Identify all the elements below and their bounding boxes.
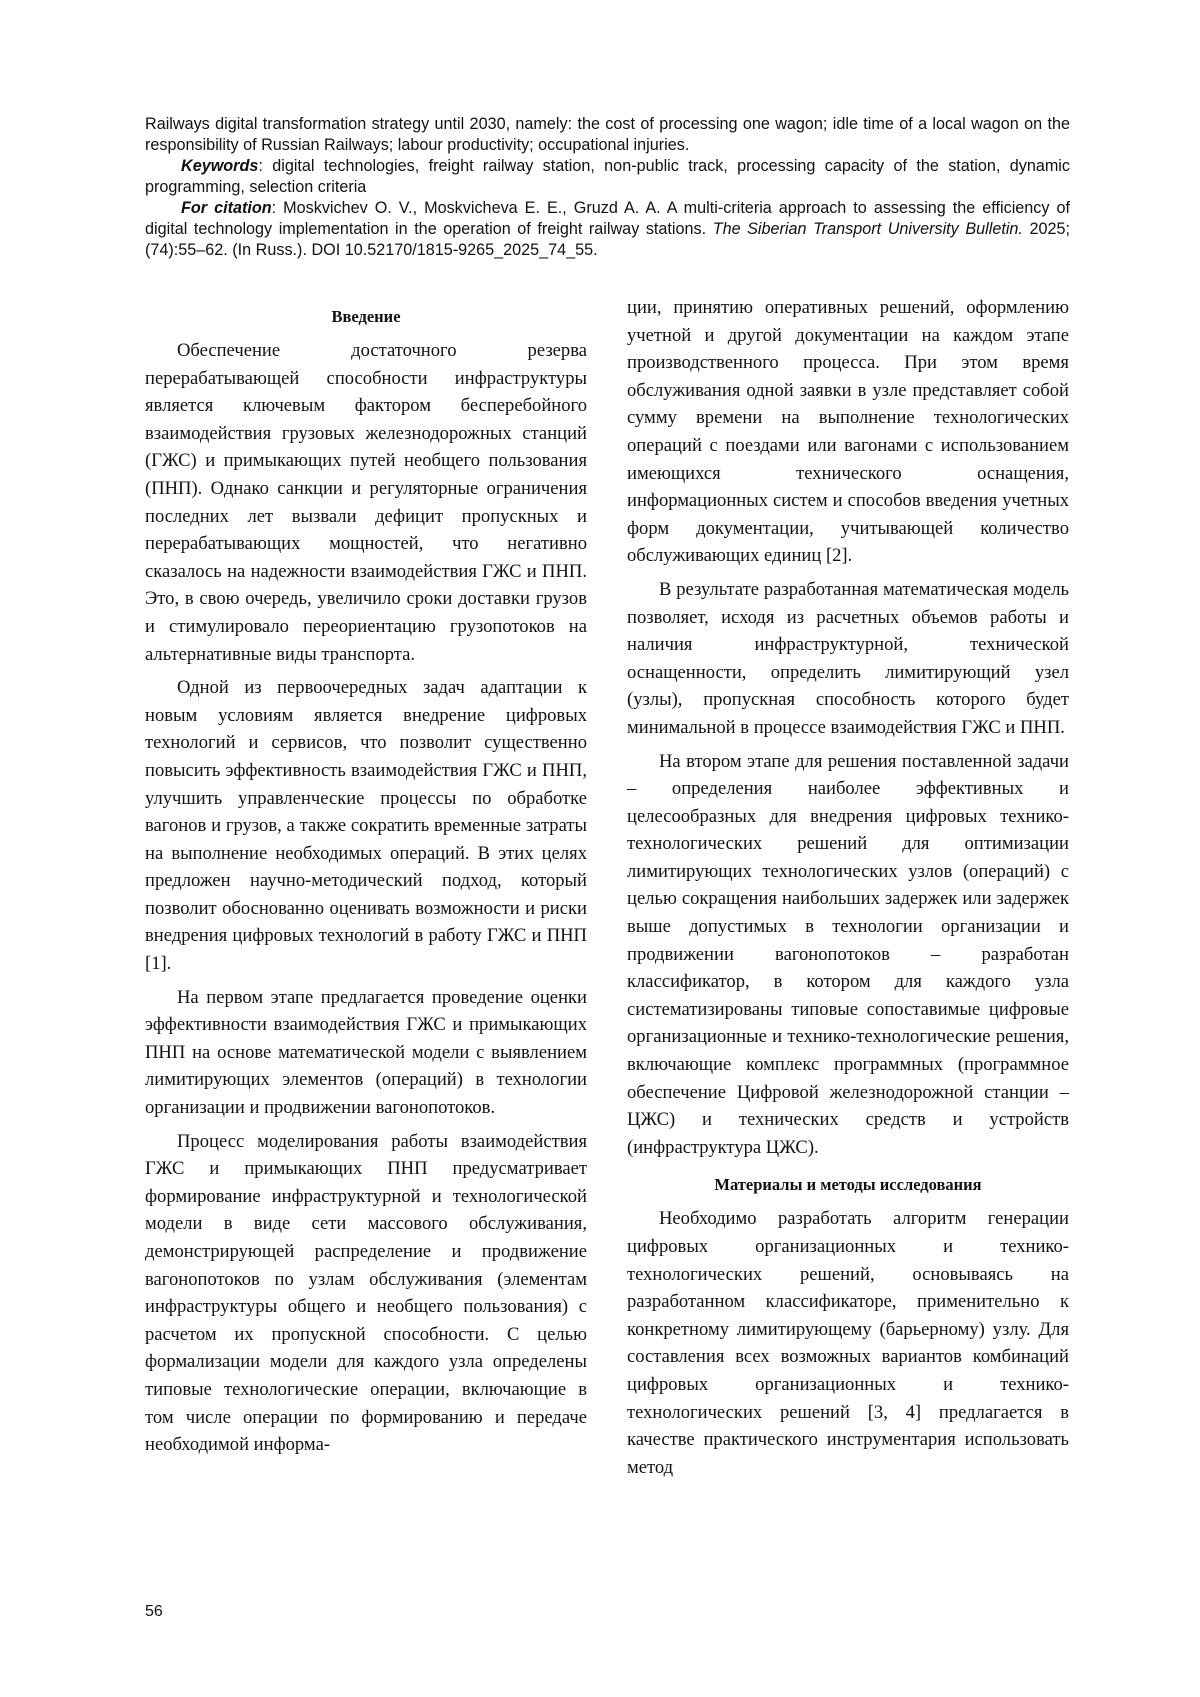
citation-text: : Moskvichev O. V., Moskvicheva E. E., Gruzd A. A. A multi-criteria approach to assessing the efficiency of digital technology implementation in the operation of freight railway stations. <box>145 199 1070 238</box>
citation-line <box>145 198 1070 261</box>
paragraph: В результате разработанная математическая модель позволяет, исходя из расчетных объемов работы и наличия инфраструктурной, технической оснащенности, определить лимитирующий узел (узлы), пропускная способность которого будет минимальной в процессе взаимодействия ГЖС и ПНП. <box>627 578 1069 738</box>
paragraph: Процесс моделирования работы взаимодействия ГЖС и примыкающих ПНП предусматривает формирование инфраструктурной и технологической модели в виде сети массового обслуживания, демонстрирующей распределение и продвижение вагонопотоков по узлам обслуживания (элементам инфраструктуры общего и необщего пользования) с расчетом их пропускной способности. С целью формализации модели для каждого узла определены типовые технологические операции, включающие в том числе операции по формированию и передаче необходимой информа- <box>145 1130 587 1456</box>
page-number: 56 <box>145 1603 163 1620</box>
paragraph: ции, принятию оперативных решений, оформлению учетной и другой документации на каждом этапе производственного процесса. При этом время обслуживания одной заявки в узле представляет собой сумму времени на выполнение технологических операций с поездами или вагонами с использованием имеющихся технического оснащения, информационных систем и способов введения учетных форм документации, учитывающей количество обслуживающих единиц [2]. <box>627 297 1069 567</box>
keywords-line <box>145 156 1070 198</box>
abstract-block <box>145 114 1070 261</box>
section-heading-introduction: Введение <box>331 307 401 326</box>
citation-tail: 2025;(74):55–62. (In Russ.). DOI 10.52170/1815-9265_2025_74_55. <box>145 220 1070 259</box>
citation-journal: The Siberian Transport University Bulletin. <box>712 220 1023 238</box>
paragraph: Обеспечение достаточного резерва перерабатывающей способности инфраструктуры является ключевым фактором бесперебойного взаимодействия грузовых железнодорожных станций (ГЖС) и примыкающих путей необщего пользования (ПНП). Однако санкции и регуляторные ограничения последних лет вызвали дефицит пропускных и перерабатывающих мощностей, что негативно сказалось на надежности взаимодействия ГЖС и ПНП. Это, в свою очередь, увеличило сроки доставки грузов и стимулировало переориентацию грузопотоков на альтернативные виды транспорта. <box>145 340 587 665</box>
section-heading-materials-methods: Материалы и методы исследования <box>714 1175 982 1195</box>
paragraph: На втором этапе для решения поставленной задачи – определения наиболее эффективных и целесообразных для внедрения цифровых технико-технологических решений для оптимизации лимитирующих технологических узлов (операций) с целью сокращения наибольших задержек или задержек выше допустимых в технологии организации и продвижении вагонопотоков – разработан классификатор, в котором для каждого узла систематизированы типовые сопоставимые цифровые организационные и технико-технологические решения, включающие комплекс программных (программное обеспечение Цифровой железнодорожной станции – ЦЖС) и технических средств и устройств (инфраструктура ЦЖС). <box>627 750 1069 1158</box>
right-column <box>627 294 1069 1487</box>
paragraph: Одной из первоочередных задач адаптации к новым условиям является внедрение цифровых технологий и сервисов, что позволит существенно повысить эффективность взаимодействия ГЖС и ПНП, улучшить управленческие процессы по обработке вагонов и грузов, а также сократить временные затраты на выполнение необходимых операций. В этих целях предложен научно-методический подход, который позволит обоснованно оценивать возможности и риски внедрения цифровых технологий в работу ГЖС и ПНП [1]. <box>145 677 587 975</box>
keywords-text: : digital technologies, freight railway station, non-public track, processing capacity of the station, dynamic programming, selection criteria <box>145 157 1070 196</box>
keywords-label: Keywords <box>181 157 259 175</box>
abstract-text: Railways digital transformation strategy until 2030, namely: the cost of processing one wagon; idle time of a local wagon on the responsibility of Russian Railways; labour productivity; occupational injuries. <box>145 115 1070 154</box>
citation-label: For citation <box>181 199 272 217</box>
paragraph: На первом этапе предлагается проведение оценки эффективности взаимодействия ГЖС и примыкающих ПНП на основе математической модели с выявлением лимитирующих элементов (операций) в технологии организации и продвижении вагонопотоков. <box>145 986 587 1119</box>
left-column <box>145 305 587 1465</box>
paragraph: Необходимо разработать алгоритм генерации цифровых организационных и технико-технологических решений, основываясь на разработанном классификаторе, применительно к конкретному лимитирующему (барьерному) узлу. Для составления всех возможных вариантов комбинаций цифровых организационных и технико-технологических решений [3, 4] предлагается в качестве практического инструментария использовать метод <box>627 1208 1069 1478</box>
